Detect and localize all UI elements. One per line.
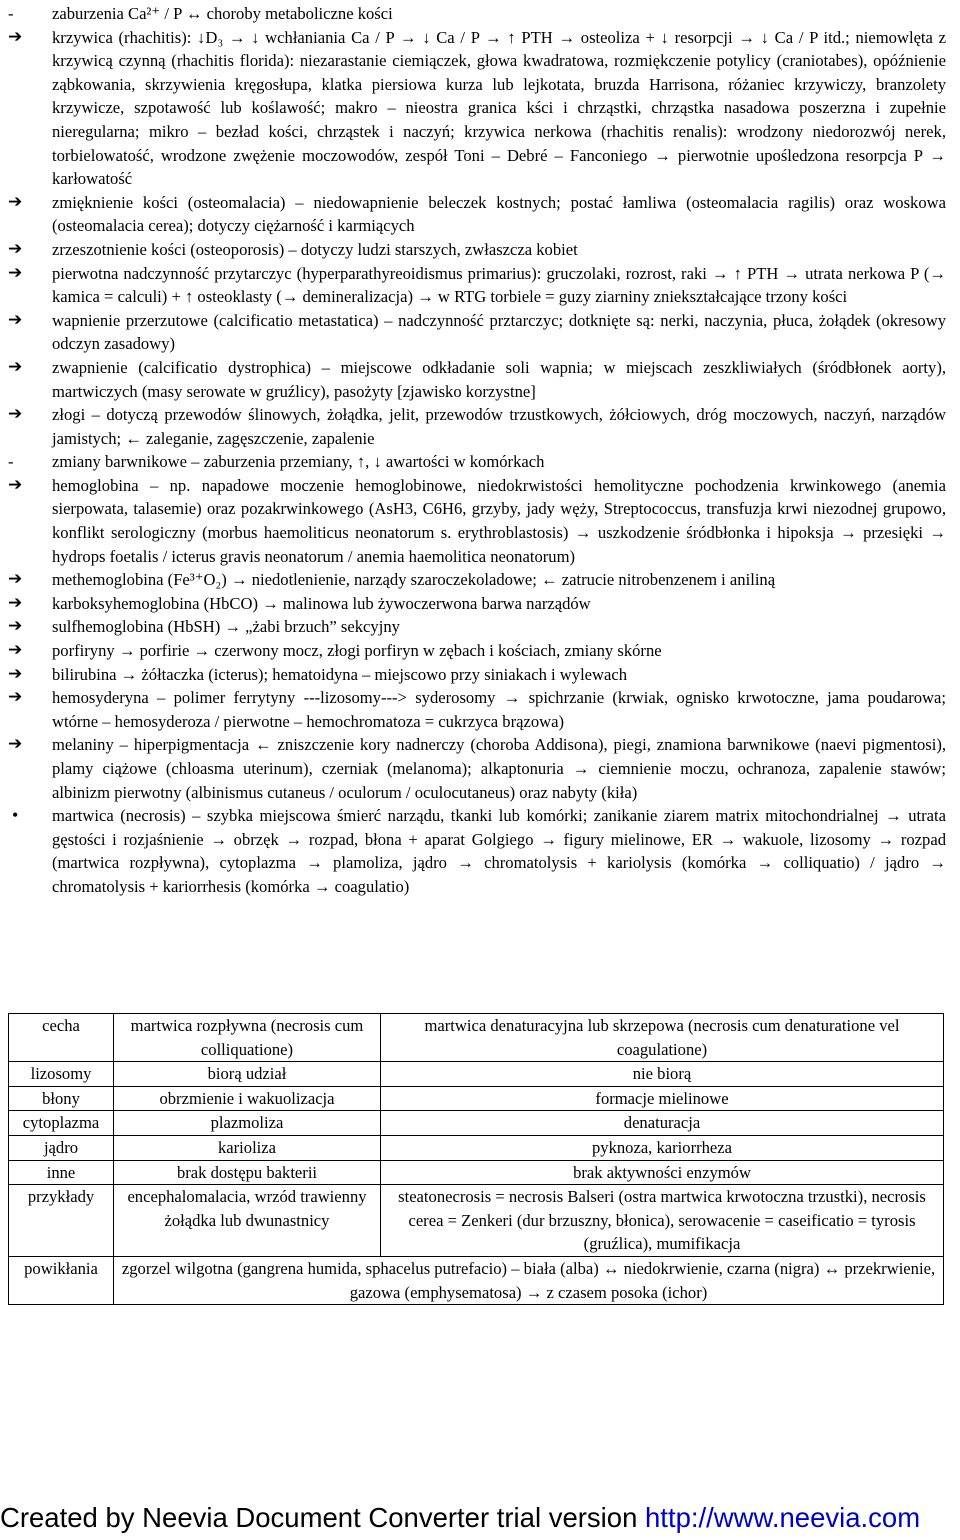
list-item-text: złogi – dotyczą przewodów ślinowych, żołądka, jelit, przewodów trzustkowych, żółciowych, dróg moczowych, naczyń, narządów jamistych; ← zaleganie, zagęszczenie, zapalenie: [52, 405, 946, 448]
list-item-text: wapnienie przerzutowe (calcificatio metastatica) – nadczynność prztarczyc; dotknięte są: nerki, naczynia, płuca, żołądek (okresowy odczyn zasadowy): [52, 310, 946, 354]
table-cell: denaturacja: [381, 1111, 944, 1136]
document-body: [8, 2, 946, 899]
table-cell: błony: [9, 1086, 114, 1111]
list-item: [8, 592, 946, 616]
table-cell: cecha: [9, 1014, 114, 1062]
table-row: [9, 1256, 944, 1304]
arrow-bullet-icon: ➔: [8, 640, 23, 661]
arrow-bullet-icon: ➔: [8, 191, 23, 212]
arrow-bullet-icon: ➔: [8, 616, 23, 637]
arrow-bullet-icon: ➔: [8, 734, 23, 755]
table-row: [9, 1185, 944, 1257]
list-item: [8, 26, 946, 191]
footer-watermark: [0, 1502, 920, 1534]
list-item: [8, 450, 946, 474]
arrow-bullet-icon: ➔: [8, 663, 23, 684]
dot-bullet-icon: •: [12, 805, 19, 826]
table-cell: martwica rozpływna (necrosis cum colliquatione): [114, 1014, 381, 1062]
arrow-bullet-icon: ➔: [8, 687, 23, 708]
table-row: [9, 1135, 944, 1160]
arrow-bullet-icon: ➔: [8, 404, 23, 425]
table-row: [9, 1062, 944, 1087]
list-item-text: sulfhemoglobina (HbSH) → „żabi brzuch” sekcyjny: [52, 617, 400, 637]
list-item: [8, 639, 946, 663]
list-item-text: bilirubina → żółtaczka (icterus); hematoidyna – miejscowo przy siniakach i wylewach: [52, 664, 628, 684]
table-cell: obrzmienie i wakuolizacja: [114, 1086, 381, 1111]
list-item: [8, 733, 946, 804]
arrow-bullet-icon: ➔: [8, 592, 23, 613]
necrosis-comparison-table: [8, 1013, 944, 1305]
list-item-text: porfiryny → porfirie → czerwony mocz, złogi porfiryn w zębach i kościach, zmiany skórne: [52, 641, 662, 661]
dash-bullet-icon: -: [8, 452, 14, 472]
list-item-text: pierwotna nadczynność przytarczyc (hyperparathyreoidismus primarius): gruczolaki, rozrost, raki → ↑ PTH → utrata nerkowa P (→ kamica = calculi) + ↑ osteoklasty (→ demineralizacja) → w RTG torbiele = guzy ziarniny zniekształcające trzony kości: [52, 263, 946, 307]
list-item-text: karboksyhemoglobina (HbCO) → malinowa lub żywoczerwona barwa narządów: [52, 593, 591, 613]
list-item-text: hemoglobina – np. napadowe moczenie hemoglobinowe, niedokrwistości hemolityczne pochodzenia krwinkowego (anemia sierpowata, talasemie) oraz pozakrwinkowego (AsH3, C6H6, grzyby, jady węży, Streptococcus, transfuzja krwi niezodnej grupowo, konflikt serologiczny (morbus haemoliticus neonatorum s. erythroblastosis) → uszkodzenie śródbłonka i hipoksja → przesięki → hydrops foetalis / icterus gravis neonatorum / anemia haemolitica neonatorum): [52, 475, 946, 566]
table-cell: plazmoliza: [114, 1111, 381, 1136]
table-cell: zgorzel wilgotna (gangrena humida, sphacelus putrefacio) – biała (alba) ↔ niedokrwienie, czarna (nigra) ↔ przekrwienie, gazowa (emphysematosa) → z czasem posoka (ichor): [114, 1256, 944, 1304]
list-item: [8, 615, 946, 639]
table-cell: formacje mielinowe: [381, 1086, 944, 1111]
list-item: [8, 356, 946, 403]
list-item: [8, 238, 946, 262]
list-item: [8, 262, 946, 309]
list-item-text: zrzeszotnienie kości (osteoporosis) – dotyczy ludzi starszych, zwłaszcza kobiet: [52, 239, 578, 259]
dash-bullet-icon: -: [8, 4, 14, 23]
table-cell: brak aktywności enzymów: [381, 1160, 944, 1185]
footer-link[interactable]: http://www.neevia.com: [645, 1502, 921, 1533]
list-item: [8, 309, 946, 356]
table-cell: martwica denaturacyjna lub skrzepowa (necrosis cum denaturatione vel coagulatione): [381, 1014, 944, 1062]
table-cell: biorą udział: [114, 1062, 381, 1087]
list-item-text: methemoglobina (Fe³⁺O₂) → niedotlenienie, narządy szaroczekoladowe; ← zatrucie nitrobenzenem i aniliną: [52, 570, 776, 590]
list-item-text: zmięknienie kości (osteomalacia) – niedowapnienie beleczek kostnych; postać łamliwa (osteomalacia ragilis) oraz woskowa (osteomalacia cerea); dotyczy ciężarność i karmiących: [52, 192, 946, 236]
table-row: [9, 1111, 944, 1136]
footer-text: Created by Neevia Document Converter trial version: [0, 1502, 646, 1533]
table-cell: jądro: [9, 1135, 114, 1160]
arrow-bullet-icon: ➔: [8, 262, 23, 283]
list-item-text: krzywica (rhachitis): ↓D₃ → ↓ wchłaniania Ca / P → ↓ Ca / P → ↑ PTH → osteoliza + ↓ resorpcji → ↓ Ca / P itd.; niemowlęta z krzywicą czynną (rhachitis florida): niezarastanie ciemiączek, głowa kwadratowa, rozmiękczenie potylicy (craniotabes), opóźnienie ząbkowania, skrzywienia kręgosłupa, klatka piersiowa kurza lub lejkotata, bruzda Harrisona, różaniec krzywiczy, branzolety krzywicze, szpotawość lub koślawość; makro – nieostra granica kści i chrząstki, chrząstka nasadowa poszerzna i zupełnie nieregularna; mikro – bezład kości, chrząstek i naczyń; krzywica nerkowa (rhachitis renalis): wrodzony niedorozwój nerek, torbielowatość, wrodzone zwężenie moczowodów, zespół Toni – Debré – Fanconiego → pierwotnie upośledzona resorpcja P → karłowatość: [52, 27, 946, 189]
table-cell: przykłady: [9, 1185, 114, 1257]
list-item-text: melaniny – hiperpigmentacja ← zniszczenie kory nadnerczy (choroba Addisona), piegi, znamiona barwnikowe (naevi pigmentosi), plamy ciążowe (chloasma uterinum), czerniak (melanoma); alkaptonuria → ciemnienie moczu, ochranoza, zapalenie stawów; albinizm pierwotny (albinismus cutaneus / oculorum / oculocutaneus) oraz nabyty (kiła): [52, 735, 946, 802]
list-item: [8, 474, 946, 568]
table-cell: encephalomalacia, wrzód trawienny żołądka lub dwunastnicy: [114, 1185, 381, 1257]
list-item: [8, 191, 946, 238]
list-item-text: martwica (necrosis) – szybka miejscowa śmierć narządu, tkanki lub komórki; zanikanie ziarem matrix mitochondrialnej → utrata gęstości i rozjaśnienie → obrzęk → rozpad, błona + aparat Golgiego → figury mielinowe, ER → wakuole, lizosomy → rozpad (martwica rozpływna), cytoplazma → plamoliza, jądro → chromatolysis + kariolysis (komórka → colliquatio) / jądro → chromatolysis + kariorrhesis (komórka → coagulatio): [52, 806, 946, 896]
arrow-bullet-icon: ➔: [8, 309, 23, 330]
list-item: [8, 403, 946, 450]
table-cell: pyknoza, kariorrheza: [381, 1135, 944, 1160]
list-item: [8, 2, 946, 26]
table-cell: steatonecrosis = necrosis Balseri (ostra martwica krwotoczna trzustki), necrosis cerea = Zenkeri (dur brzuszny, błonica), serowacenie = caseificatio = tyrosis (gruźlica), mumifikacja: [381, 1185, 944, 1257]
list-item-text: hemosyderyna – polimer ferrytyny ---lizosomy---> syderosomy → spichrzanie (krwiak, ognisko krwotoczne, jama poudarowa; wtórne – hemosyderoza / pierwotne – hemochromatoza = cukrzyca brązowa): [52, 688, 946, 731]
table-row: [9, 1160, 944, 1185]
list-item: [8, 686, 946, 733]
list-item-text: zaburzenia Ca²⁺ / P ↔ choroby metaboliczne kości: [52, 4, 393, 23]
list-item: [8, 804, 946, 898]
table-cell: brak dostępu bakterii: [114, 1160, 381, 1185]
table-header-row: [9, 1014, 944, 1062]
arrow-bullet-icon: ➔: [8, 474, 23, 495]
list-item: [8, 568, 946, 592]
list-item-text: zwapnienie (calcificatio dystrophica) – miejscowe odkładanie soli wapnia; w miejscach zeszkliwiałych (śródbłonek aorty), martwiczych (masy serowate w gruźlicy), pasożyty [zjawisko korzystne]: [52, 357, 946, 401]
arrow-bullet-icon: ➔: [8, 26, 23, 47]
list-item-text: zmiany barwnikowe – zaburzenia przemiany, ↑, ↓ awartości w komórkach: [52, 452, 545, 472]
table-cell: powikłania: [9, 1256, 114, 1304]
table-cell: cytoplazma: [9, 1111, 114, 1136]
arrow-bullet-icon: ➔: [8, 238, 23, 259]
arrow-bullet-icon: ➔: [8, 569, 23, 590]
arrow-bullet-icon: ➔: [8, 356, 23, 377]
table-cell: karioliza: [114, 1135, 381, 1160]
table-cell: inne: [9, 1160, 114, 1185]
table-cell: nie biorą: [381, 1062, 944, 1087]
table-row: [9, 1086, 944, 1111]
table-cell: lizosomy: [9, 1062, 114, 1087]
list-item: [8, 663, 946, 687]
